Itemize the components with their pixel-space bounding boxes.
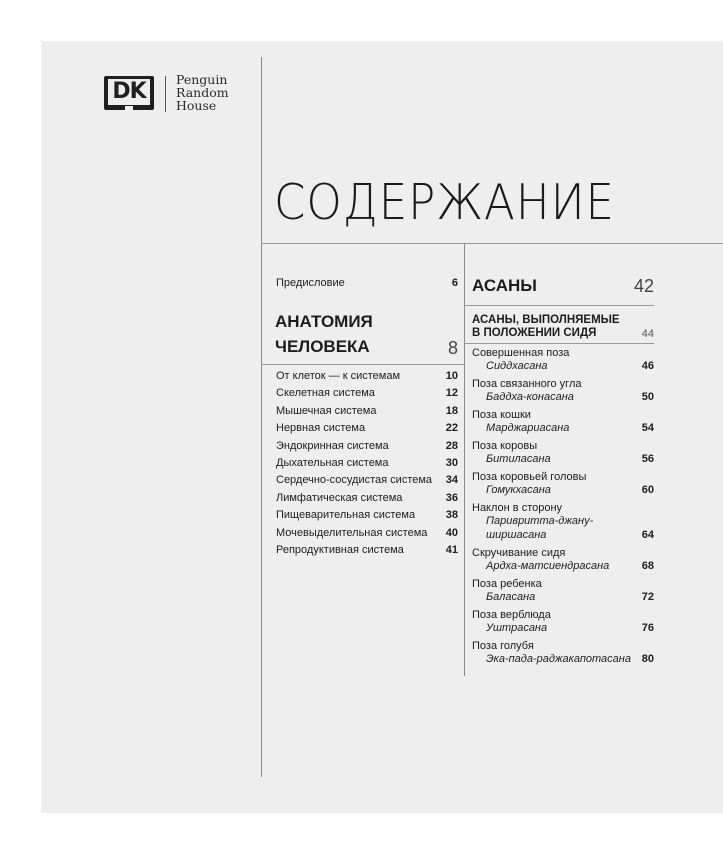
toc-intro-label: Предисловие bbox=[276, 277, 345, 289]
title-underline bbox=[261, 243, 723, 244]
subsection-title-line1: АСАНЫ, ВЫПОЛНЯЕМЫЕ bbox=[472, 314, 620, 326]
main-vertical-rule bbox=[261, 57, 262, 777]
toc-entry-label: Эндокринная система bbox=[276, 439, 389, 452]
subsection-page: 44 bbox=[641, 328, 654, 340]
asana-entry-name: Поза связанного угла bbox=[472, 378, 582, 390]
asana-entry-name: Поза кошки bbox=[472, 409, 531, 421]
asana-entry-sanskrit: Уштрасана bbox=[486, 622, 548, 634]
asana-entry-name: Поза коровы bbox=[472, 440, 538, 452]
asana-entry-page: 64 bbox=[641, 529, 654, 541]
asana-entry-sanskrit: Марджариасана bbox=[486, 422, 570, 434]
asana-entry-name: Наклон в сторону bbox=[472, 502, 563, 514]
asana-entry-page: 56 bbox=[641, 453, 654, 465]
asana-entry-name: Поза голубя bbox=[472, 640, 534, 652]
toc-entry-page: 34 bbox=[445, 474, 458, 487]
toc-entry-label: От клеток — к системам bbox=[276, 370, 401, 382]
asana-entry-name: Совершенная поза bbox=[472, 347, 570, 359]
toc-entry-label: Репродуктивная система bbox=[276, 544, 404, 556]
toc-entry-page: 36 bbox=[445, 491, 458, 504]
asana-entry-page: 76 bbox=[641, 622, 654, 634]
column-divider bbox=[464, 243, 465, 676]
toc-entry-label: Лимфатическая система bbox=[276, 491, 403, 504]
section-rule-asanas bbox=[464, 305, 654, 306]
toc-entry-page: 18 bbox=[445, 404, 458, 417]
publisher-name-line: Penguin bbox=[176, 72, 228, 87]
asana-entry-page: 50 bbox=[641, 391, 654, 403]
publisher-name bbox=[176, 73, 229, 112]
asana-entry-sanskrit: Ардха-матсиендрасана bbox=[486, 560, 610, 572]
subsection-rule bbox=[464, 343, 654, 344]
dk-logo-icon bbox=[104, 76, 154, 110]
toc-entry-label: Сердечно-сосудистая система bbox=[276, 474, 433, 487]
page-title: СОДЕРЖАНИЕ bbox=[274, 174, 615, 231]
asana-entry-page: 54 bbox=[641, 422, 654, 434]
toc-intro-page: 6 bbox=[451, 277, 458, 289]
section-title-anatomy-line2: ЧЕЛОВЕКА bbox=[275, 337, 370, 356]
toc-entry-page: 12 bbox=[445, 387, 458, 400]
toc-entry-page: 38 bbox=[445, 509, 458, 522]
toc-entry-page: 28 bbox=[445, 439, 458, 452]
section-page-asanas: 42 bbox=[633, 276, 654, 296]
section-title-anatomy-line1: АНАТОМИЯ bbox=[275, 312, 373, 331]
asana-entry-sanskrit: Сиддхасана bbox=[486, 360, 548, 372]
toc-entry-label: Нервная система bbox=[276, 422, 366, 435]
toc-entry-page: 30 bbox=[445, 457, 458, 469]
toc-entry-label: Скелетная система bbox=[276, 387, 375, 400]
asana-entry-sanskrit: Баддха-конасана bbox=[486, 391, 574, 403]
toc-entry-page: 10 bbox=[445, 370, 458, 382]
toc-entry-page: 40 bbox=[445, 526, 458, 539]
publisher-name-line: Random bbox=[176, 85, 229, 100]
asana-entry-page: 68 bbox=[641, 560, 654, 572]
asana-entry-name: Поза ребенка bbox=[472, 578, 542, 590]
asana-entry-sanskrit: Гомукхасана bbox=[486, 484, 551, 496]
toc-entry-label: Мочевыделительная система bbox=[276, 526, 428, 539]
toc-entry-label: Мышечная система bbox=[276, 404, 377, 417]
toc-entry-page: 41 bbox=[445, 544, 458, 556]
asana-entry-sanskrit: Эка-пада-раджакапотасана bbox=[486, 653, 631, 665]
asana-entry-sanskrit: Паривритта-джану- bbox=[486, 515, 594, 527]
asana-entry-sanskrit-cont: ширшасана bbox=[486, 529, 547, 541]
asana-entry-page: 46 bbox=[641, 360, 654, 372]
asana-entry-sanskrit: Битиласана bbox=[486, 453, 551, 465]
asana-entry-page: 72 bbox=[641, 591, 654, 603]
dk-logo-mark: DK bbox=[108, 79, 150, 105]
asana-entry-sanskrit: Баласана bbox=[486, 591, 536, 603]
dk-logo-notch bbox=[125, 106, 133, 112]
asana-entry-name: Поза коровьей головы bbox=[472, 471, 587, 483]
toc-entry-label: Пищеварительная система bbox=[276, 509, 416, 522]
asana-entry-page: 60 bbox=[641, 484, 654, 496]
asana-entry-page: 80 bbox=[641, 653, 654, 665]
asana-entry-name: Скручивание сидя bbox=[472, 547, 566, 559]
subsection-title-line2: В ПОЛОЖЕНИИ СИДЯ bbox=[472, 327, 597, 339]
section-title-asanas: АСАНЫ bbox=[472, 276, 537, 295]
section-page-anatomy: 8 bbox=[447, 338, 458, 358]
toc-entry-page: 22 bbox=[445, 422, 458, 435]
section-rule-anatomy bbox=[261, 364, 464, 365]
toc-entry-label: Дыхательная система bbox=[276, 457, 389, 469]
publisher-name-line: House bbox=[176, 98, 217, 113]
asana-entry-name: Поза верблюда bbox=[472, 609, 551, 621]
logo-separator bbox=[165, 76, 166, 112]
